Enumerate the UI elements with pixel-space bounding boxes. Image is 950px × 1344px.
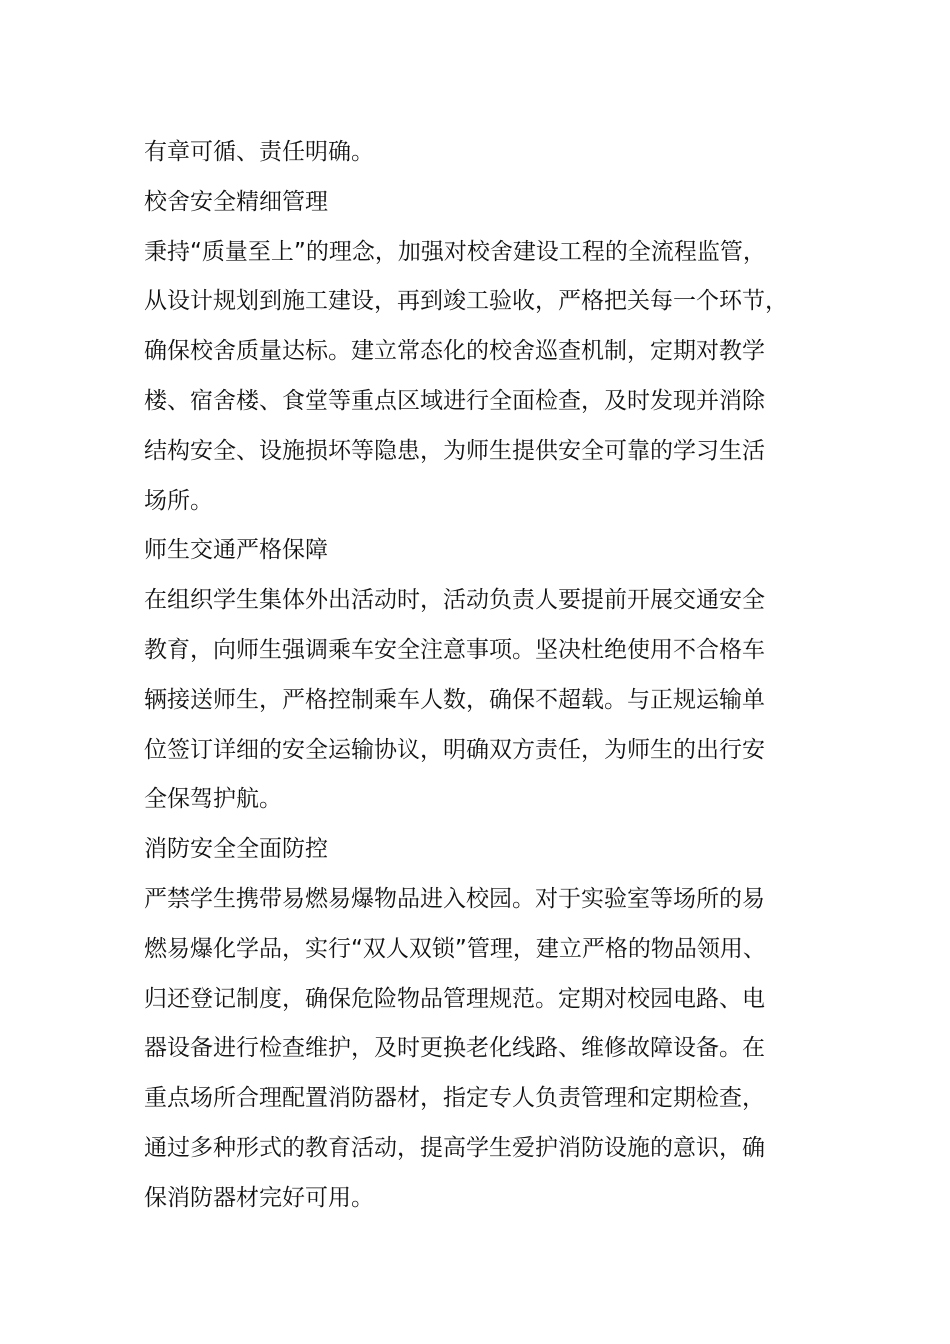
text-line: 燃易爆化学品，实行“双人双锁”管理，建立严格的物品领用、 (144, 935, 766, 962)
section-heading-fire-safety: 消防安全全面防控 (144, 836, 328, 863)
text-line: 场所。 (144, 487, 213, 514)
document-body (144, 128, 834, 1224)
text-line: 辆接送师生，严格控制乘车人数，确保不超载。与正规运输单 (144, 686, 765, 713)
text-line: 全保驾护航。 (144, 786, 282, 813)
text-line: 通过多种形式的教育活动，提高学生爱护消防设施的意识，确 (144, 1134, 765, 1161)
text-line: 确保校舍质量达标。建立常态化的校舍巡查机制，定期对教学 (144, 338, 765, 365)
text-line: 教育，向师生强调乘车安全注意事项。坚决杜绝使用不合格车 (144, 636, 765, 663)
text-line: 从设计规划到施工建设，再到竣工验收，严格把关每一个环节， (144, 288, 788, 315)
text-line: 有章可循、责任明确。 (144, 139, 374, 165)
section-heading-traffic-safety: 师生交通严格保障 (144, 537, 328, 564)
text-line: 保消防器材完好可用。 (144, 1184, 374, 1211)
text-line: 秉持“质量至上”的理念，加强对校舍建设工程的全流程监管， (144, 238, 766, 265)
section-heading-school-building-safety: 校舍安全精细管理 (144, 188, 328, 215)
text-line: 楼、宿舍楼、食堂等重点区域进行全面检查，及时发现并消除 (144, 387, 765, 414)
text-line: 归还登记制度，确保危险物品管理规范。定期对校园电路、电 (144, 985, 765, 1012)
text-line: 严禁学生携带易燃易爆物品进入校园。对于实验室等场所的易 (144, 885, 765, 912)
text-line: 器设备进行检查维护，及时更换老化线路、维修故障设备。在 (144, 1035, 765, 1062)
text-line: 位签订详细的安全运输协议，明确双方责任，为师生的出行安 (144, 736, 765, 763)
text-line: 结构安全、设施损坏等隐患，为师生提供安全可靠的学习生活 (144, 437, 765, 464)
text-line: 在组织学生集体外出活动时，活动负责人要提前开展交通安全 (144, 587, 765, 614)
text-line: 重点场所合理配置消防器材，指定专人负责管理和定期检查， (144, 1085, 765, 1112)
